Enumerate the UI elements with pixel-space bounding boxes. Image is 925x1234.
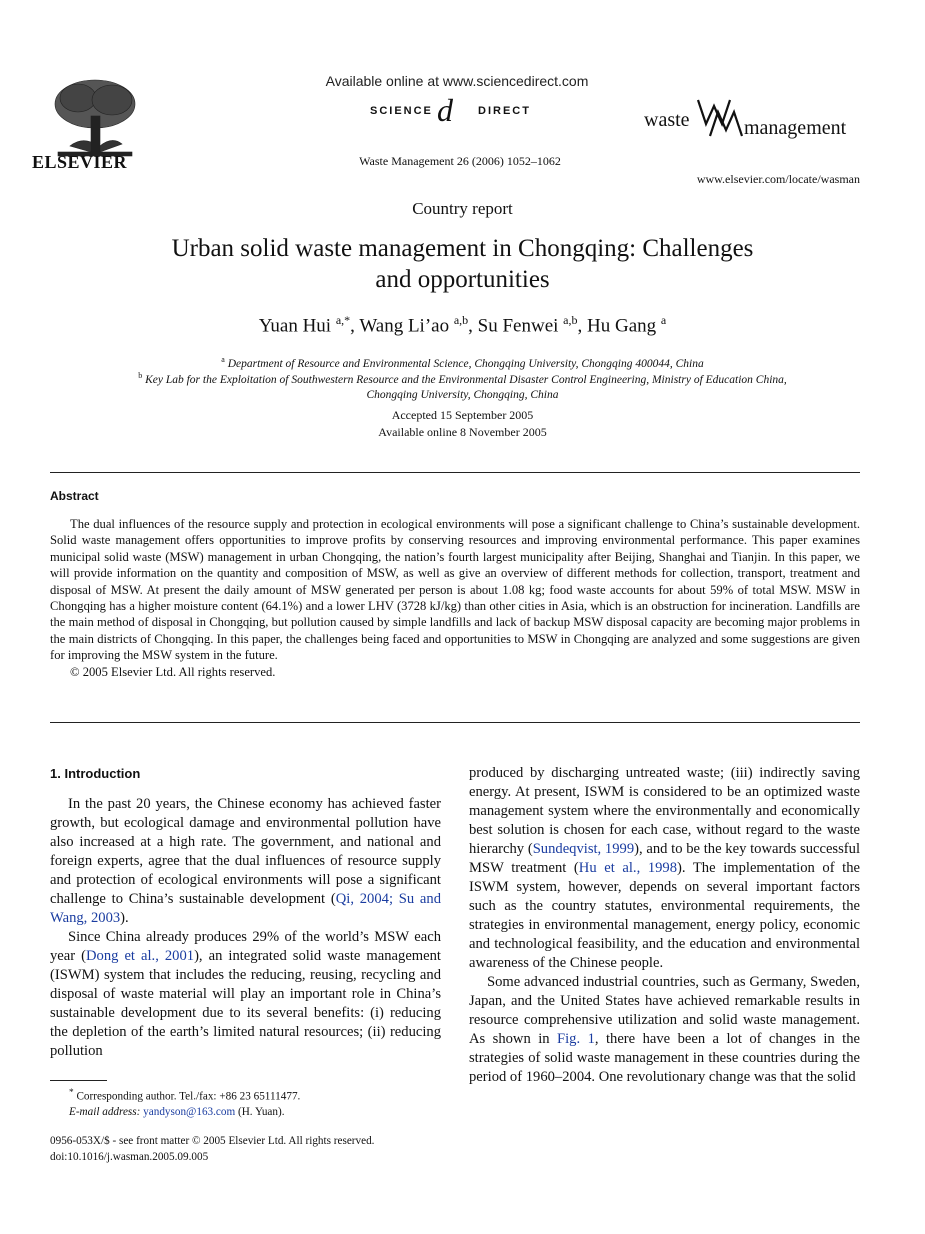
issn-line: 0956-053X/$ - see front matter © 2005 Elsevier Ltd. All rights reserved.: [50, 1135, 375, 1147]
article-title: [100, 233, 825, 295]
publisher-name: ELSEVIER: [31, 152, 128, 172]
journal-url[interactable]: www.elsevier.com/locate/wasman: [696, 172, 860, 186]
author-name[interactable]: Hu Gang: [587, 315, 661, 337]
available-date: Available online 8 November 2005: [378, 425, 547, 439]
journal-logo-left-text: waste: [644, 109, 690, 131]
email-note: E-mail address: yandyson@163.com (H. Yuan).: [69, 1105, 285, 1118]
affil-text-a: Department of Resource and Environmental Science, Chongqing University, Chongqing 400044, China: [227, 357, 704, 370]
author-list: Yuan Hui $^{a,*}$, Wang Li’ao $^{a,b}$, Su Fenwei $^{a,b}$, Hu Gang $^a$: [258, 313, 667, 337]
journal-citation: Waste Management 26 (2006) 1052–1062: [359, 154, 561, 168]
sciencedirect-available-online[interactable]: Available online at www.sciencedirect.com: [325, 73, 589, 89]
title-line-2: and opportunities: [375, 266, 550, 293]
abstract-divider: [50, 722, 860, 723]
intro-paragraph-3: Some advanced industrial countries, such as Germany, Sweden, Japan, and the United States have achieved remarkable results in resource comprehensive utilization and solid waste management. As shown in Fig. 1, there have been a lot of changes in the strategies of solid waste management in these countries during the period of 1960–2004. One revolutionary change was that the solid: [469, 974, 860, 1085]
figure-link[interactable]: Fig. 1: [557, 1031, 595, 1047]
abstract-paragraph: The dual influences of the resource supply and protection in ecological environments will pose a significant challenge to China’s sustainable development. Solid waste management offers opportunities to improve profits by conserving resources and improving environmental performance. This paper examines municipal solid waste (MSW) management in urban Chongqing, the nation’s fourth largest municipality after Beijing, Shanghai and Tianjin. In this paper, we will provide information on the quantity and composition of MSW, as well as give an overview of different methods for collection, transport, treatment and disposal of MSW. At present the daily amount of MSW generated per person is about 1.08 kg; food waste accounts for about 59% of total MSW. MSW in Chongqing has a higher moisture content (64.1%) and a lower LHV (3728 kJ/kg) than other cities in Asia, which is an obstruction for incineration. Landfills are the main method of disposal in Chongqing, but pollution caused by simple landfills and lack of backup MSW disposal capacity are becoming major problems in the main districts of Chongqing. In this paper, the challenges being faced and opportunities to MSW in Chongqing are analyzed and some suggestions are given for improving the MSW system in the future.: [50, 517, 860, 663]
sciencedirect-logo-left: SCIENCE: [370, 105, 433, 117]
abstract-body: [50, 516, 860, 680]
affil-text-b-2: Chongqing University, Chongqing, China: [366, 388, 559, 401]
intro-paragraph-2: Since China already produces 29% of the world’s MSW each year (Dong et al., 2001), an integrated solid waste management (ISWM) system that includes the reducing, reusing, recycling and disposal of waste material will play an important role in China’s sustainable development due to its several benefits: (i) reducing the depletion of the earth’s limited natural resources; (ii) reducing pollution: [50, 929, 441, 1059]
bottom-info: [50, 1134, 470, 1165]
affiliation-b: [70, 368, 855, 403]
left-column: [50, 764, 441, 1061]
footnote-mark: *: [69, 1088, 74, 1098]
author-affil-mark: a,*: [335, 313, 351, 327]
author-name[interactable]: Su Fenwei: [477, 315, 564, 337]
section-heading-introduction: 1. Introduction: [50, 766, 141, 781]
journal-logo-right-text: management: [744, 117, 847, 139]
accepted-date: Accepted 15 September 2005: [391, 408, 534, 422]
abstract-copyright: © 2005 Elsevier Ltd. All rights reserved.: [70, 664, 276, 679]
article-type: Country report: [412, 199, 513, 218]
sciencedirect-logo-at: d: [437, 92, 453, 128]
intro-paragraph-2-continued: produced by discharging untreated waste; (iii) indirectly saving energy. At present, ISWM is considered to be an optimized waste management system where the environmentally and economically best solution is chosen for each case, without regard to the waste hierarchy (Sundeqvist, 1999), and to be the key towards successful MSW treatment (Hu et al., 1998). The implementation of the ISWM system, however, depends on several important factors such as the country statutes, environmental requirements, the strategies in environmental management, energy policy, economic and technological feasibility, and the education and environmental awareness of the Chinese people.: [469, 765, 860, 971]
top-divider: [50, 472, 860, 473]
citation-link[interactable]: Sundeqvist, 1999: [532, 841, 635, 857]
waste-management-logo: [644, 94, 860, 142]
author-affil-mark: a,b: [453, 313, 469, 327]
author-name[interactable]: Wang Li’ao: [359, 315, 454, 337]
right-column: [469, 764, 860, 1087]
affil-text-b-1: Key Lab for the Exploitation of Southwestern Resource and the Environmental Disaster Control Engineering, Ministry of Education China,: [145, 373, 787, 386]
intro-paragraph-1: In the past 20 years, the Chinese economy has achieved faster growth, but ecological damage and environmental pollution have also increased at a high rate. The government, and national and foreign experts, agree that the dual influences of resource supply and protection of ecological environments will pose a significant challenge to China’s sustainable development (Qi, 2004; Su and Wang, 2003).: [50, 796, 441, 926]
author-affil-mark: a,b: [563, 313, 578, 327]
author-name[interactable]: Yuan Hui: [258, 315, 336, 337]
affil-mark-b: b: [138, 371, 143, 380]
citation-link[interactable]: Dong et al., 2001: [86, 948, 195, 964]
corresponding-author-note: * Corresponding author. Tel./fax: +86 23 65111477.: [69, 1088, 301, 1103]
citation-link[interactable]: Hu et al., 1998: [578, 860, 678, 876]
footnote-rule: [50, 1080, 107, 1081]
affil-mark-a: a: [221, 355, 225, 364]
title-line-1: Urban solid waste management in Chongqing: Challenges: [171, 235, 754, 262]
doi-line[interactable]: doi:10.1016/j.wasman.2005.09.005: [50, 1150, 209, 1163]
citation-link[interactable]: Qi, 2004; Su and Wang, 2003: [50, 891, 441, 926]
abstract-heading: Abstract: [50, 489, 99, 503]
author-affil-mark: a: [660, 313, 667, 327]
footnote: [50, 1086, 470, 1120]
sciencedirect-logo-right: DIRECT: [478, 105, 531, 117]
email-link[interactable]: yandyson@163.com: [143, 1105, 236, 1118]
